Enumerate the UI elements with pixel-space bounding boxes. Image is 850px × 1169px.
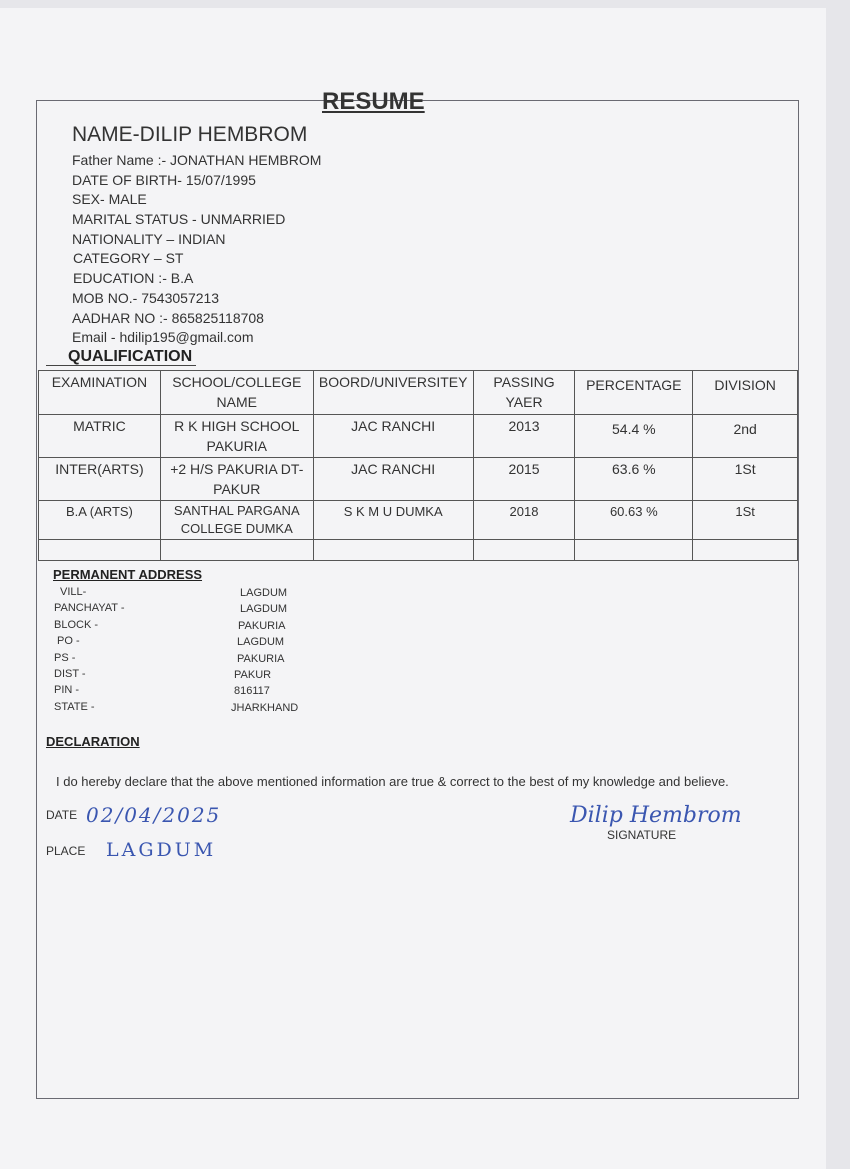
declaration-text: I do hereby declare that the above mentioned information are true & correct to the best of my knowledge and believe. [56, 774, 729, 789]
address-label-panchayat: PANCHAYAT - [54, 602, 125, 614]
table-row-empty [39, 540, 798, 561]
aadhar-number: AADHAR NO :- 865825118708 [72, 310, 264, 326]
address-label-pin: PIN - [54, 684, 80, 696]
address-label-ps: PS - [54, 652, 76, 664]
cell-year: 2018 [473, 501, 575, 540]
header-percentage: PERCENTAGE [575, 371, 693, 415]
cell-board: JAC RANCHI [313, 415, 473, 458]
address-label-dist: DIST - [54, 668, 86, 680]
cell-board: S K M U DUMKA [313, 501, 473, 540]
cell-board: JAC RANCHI [313, 458, 473, 501]
cell-percentage: 60.63 % [575, 501, 693, 540]
signature-handwriting: Dilip Hembrom [570, 803, 742, 828]
header-school-college: SCHOOL/COLLEGE NAME [160, 371, 313, 415]
address-value-block: PAKURIA [238, 620, 286, 632]
address-label-vill: VILL- [60, 586, 87, 598]
address-value-ps: PAKURIA [237, 653, 285, 665]
marital-status: MARITAL STATUS - UNMARRIED [72, 211, 286, 227]
declaration-heading: DECLARATION [46, 734, 140, 749]
cell-school: R K HIGH SCHOOL PAKURIA [160, 415, 313, 458]
address-value-dist: PAKUR [234, 669, 272, 681]
nationality: NATIONALITY – INDIAN [72, 231, 226, 247]
header-board-university: BOORD/UNIVERSITEY [313, 371, 473, 415]
cell-empty [575, 540, 693, 561]
cell-percentage: 63.6 % [575, 458, 693, 501]
table-row [39, 415, 798, 458]
place-value: LAGDUM [106, 839, 217, 861]
address-value-state: JHARKHAND [231, 702, 299, 714]
cell-year: 2015 [473, 458, 575, 501]
permanent-address-heading: PERMANENT ADDRESS [53, 567, 203, 582]
header-division: DIVISION [693, 371, 798, 415]
mobile-number: MOB NO.- 7543057213 [72, 290, 220, 306]
address-value-vill: LAGDUM [240, 587, 288, 599]
sex: SEX- MALE [72, 191, 147, 207]
address-value-po: LAGDUM [237, 636, 285, 648]
cell-empty [473, 540, 575, 561]
cell-empty [313, 540, 473, 561]
header-examination: EXAMINATION [39, 371, 161, 415]
address-value-pin: 816117 [234, 685, 270, 697]
education: EDUCATION :- B.A [73, 270, 194, 286]
resume-title: RESUME [322, 88, 425, 115]
signature-label: SIGNATURE [607, 828, 677, 842]
qualification-heading: QUALIFICATION [68, 348, 193, 365]
cell-year: 2013 [473, 415, 575, 458]
table-row [39, 458, 798, 501]
qualification-underline [46, 365, 196, 366]
cell-division: 1St [693, 501, 798, 540]
cell-examination: B.A (ARTS) [39, 501, 161, 540]
cell-division: 2nd [693, 415, 798, 458]
address-value-panchayat: LAGDUM [240, 603, 288, 615]
date-of-birth: DATE OF BIRTH- 15/07/1995 [72, 172, 256, 188]
cell-division: 1St [693, 458, 798, 501]
cell-percentage: 54.4 % [575, 415, 693, 458]
address-label-block: BLOCK - [54, 619, 99, 631]
applicant-name: NAME-DILIP HEMBROM [72, 123, 308, 146]
header-passing-year: PASSING YAER [473, 371, 575, 415]
address-label-state: STATE - [54, 701, 95, 713]
date-value: 02/04/2025 [86, 803, 222, 827]
email: Email - hdilip195@gmail.com [72, 329, 254, 345]
cell-empty [160, 540, 313, 561]
father-name: Father Name :- JONATHAN HEMBROM [72, 152, 322, 168]
cell-school: +2 H/S PAKURIA DT-PAKUR [160, 458, 313, 501]
cell-examination: MATRIC [39, 415, 161, 458]
cell-school: SANTHAL PARGANA COLLEGE DUMKA [160, 501, 313, 540]
place-label: PLACE [46, 844, 86, 858]
qualification-table [38, 370, 798, 561]
table-row [39, 501, 798, 540]
cell-empty [693, 540, 798, 561]
table-header-row [39, 371, 798, 415]
cell-examination: INTER(ARTS) [39, 458, 161, 501]
date-label: DATE [46, 808, 78, 822]
cell-empty [39, 540, 161, 561]
category: CATEGORY – ST [73, 250, 184, 266]
address-label-po: PO - [57, 635, 80, 647]
